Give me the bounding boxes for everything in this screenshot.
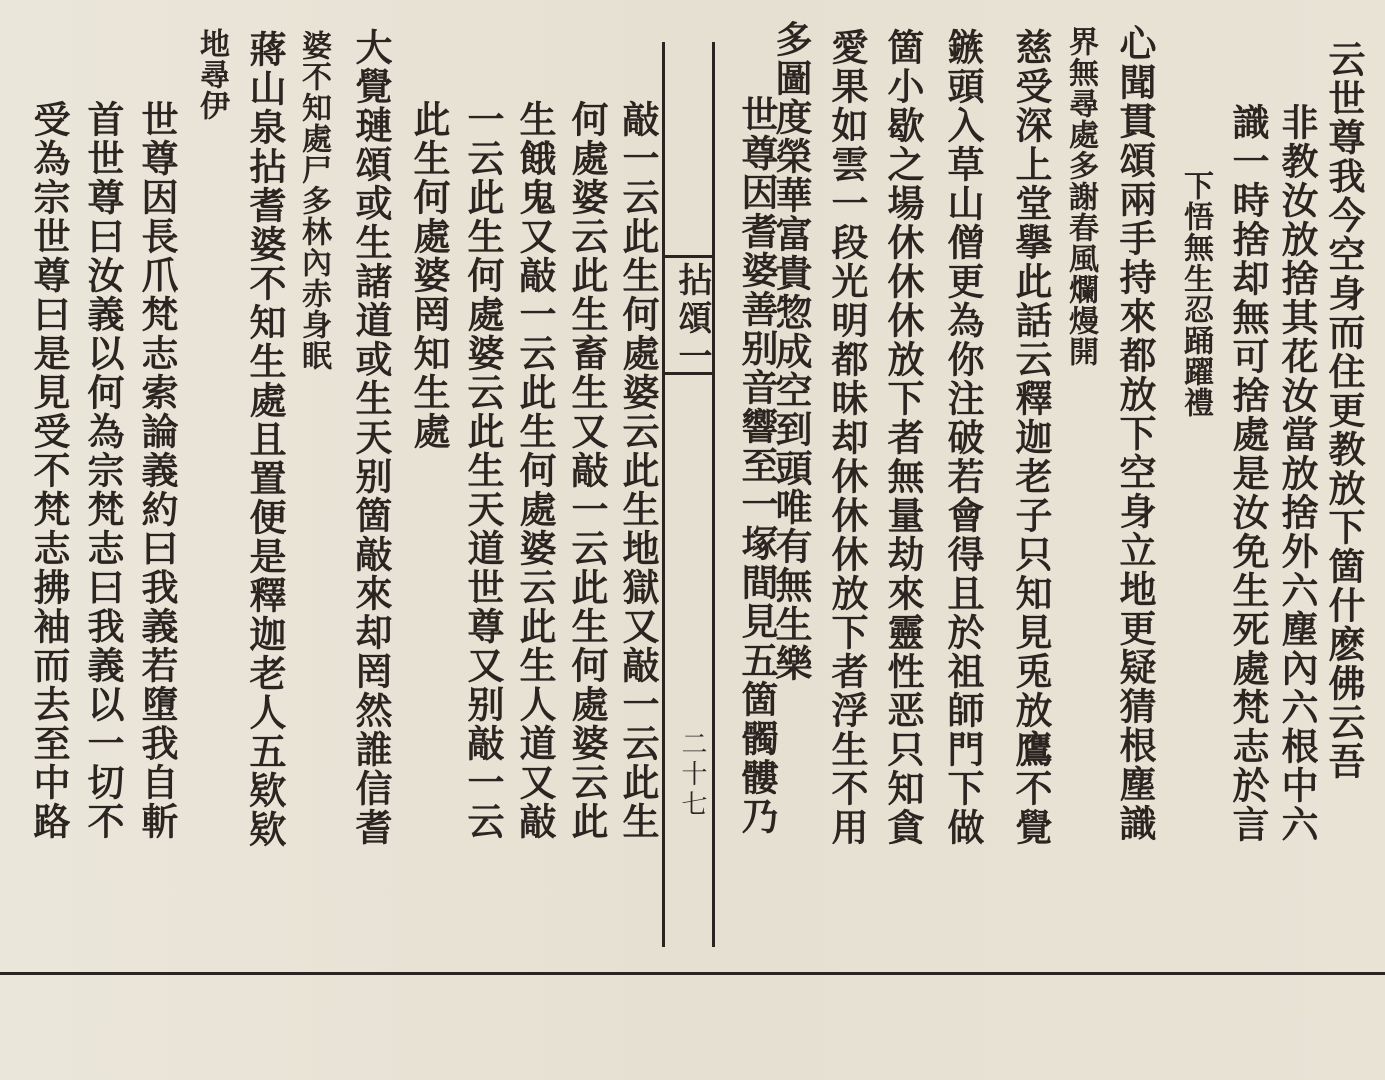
text-column-23: 首世尊曰汝義以何為宗梵志曰我義以一切不 — [81, 100, 125, 841]
text-column-19: 婆不知處尸多林內赤身眠 — [296, 30, 331, 371]
text-column-5: 心聞貫頌兩手持來都放下空身立地更疑猜根塵識 — [1113, 24, 1157, 843]
text-column-21: 地尋伊 — [194, 28, 229, 121]
margin-tick-top — [662, 255, 714, 258]
text-column-24: 受為宗世尊曰是見受不梵志拂袖而去至中路 — [27, 100, 71, 841]
text-column-7: 慈受深上堂擧此話云釋迦老子只知見兎放鷹不覺 — [1009, 28, 1053, 847]
text-column-8: 鏃頭入草山僧更為你注破若會得且於祖師門下做 — [941, 28, 985, 847]
text-column-15: 生餓鬼又敲一云此生何處婆云此生人道又敲 — [513, 100, 557, 841]
text-column-9: 箇小歇之場休休休放下者無量劫來靈性恶只知貪 — [881, 28, 925, 847]
text-column-2: 非教汝放捨其花汝當放捨外六塵內六根中六 — [1275, 103, 1319, 844]
text-column-4: 下悟無生忍踊躍禮 — [1178, 170, 1213, 418]
text-column-16: 一云此生何處婆云此生天道世尊又别敲一云 — [461, 100, 505, 841]
text-column-13: 敲一云此生何處婆云此生地獄又敲一云此生 — [616, 100, 660, 841]
text-column-18: 大覺璉頌或生諸道或生天别箇敲來却罔然誰信耆 — [349, 28, 393, 847]
text-column-11: 多圖度榮華富貴惣成空到頭唯有無生樂 — [769, 20, 813, 683]
text-column-6: 界無尋處多謝春風爛熳開 — [1063, 26, 1098, 367]
bottom-border-line — [0, 972, 1385, 975]
text-column-12: 世尊因耆婆善别音響至一塚間見五箇髑髏乃 — [735, 95, 779, 836]
text-column-17: 此生何處婆罔知生處 — [407, 100, 451, 451]
folio-number: 二十七 — [677, 730, 707, 820]
text-column-1: 云世尊我今空身而住更教放下箇什麽佛云吾 — [1322, 40, 1366, 781]
margin-rule-left — [662, 42, 665, 947]
text-column-3: 識一時捨却無可捨處是汝免生死處梵志於言 — [1226, 103, 1270, 844]
text-column-20: 蔣山泉拈耆婆不知生處且置便是釋迦老人五欵欵 — [243, 30, 287, 849]
text-column-14: 何處婆云此生畜生又敲一云此生何處婆云此 — [565, 100, 609, 841]
margin-rule-right — [712, 42, 715, 947]
text-column-22: 世尊因長爪梵志索論義約曰我義若墮我自斬 — [135, 100, 179, 841]
margin-section-label: 拈頌一 — [672, 262, 712, 376]
text-column-10: 愛果如雲一段光明都昧却休休休放下者浮生不用 — [825, 28, 869, 847]
